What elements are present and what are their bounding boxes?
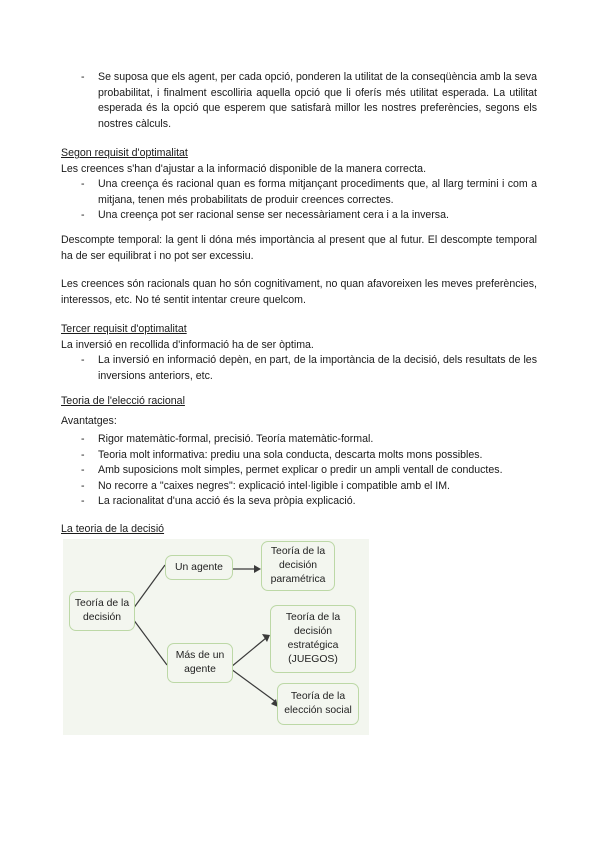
node-line: Teoría de la — [290, 691, 346, 702]
descompte-paragraph — [61, 233, 537, 264]
bullet-list — [61, 177, 537, 224]
node-line: paramétrica — [270, 574, 326, 585]
node-many-agents — [167, 643, 233, 683]
list-item: - No recorre a "caixes negres": explicació intel·ligible i compatible amb el IM. — [61, 479, 537, 495]
connector-root-to-many-agents — [133, 619, 167, 665]
list-item: - La inversió en informació depèn, en part, de la importància de la decisió, dels resultats de les inversions anteriors, etc. — [61, 353, 537, 384]
paragraph: Les creences són racionals quan ho són cognitivament, no quan afavoreixen les meves preferències, interessos, etc. No té sentit intentar creure quelcom. — [61, 278, 537, 306]
node-line: elección social — [284, 705, 352, 716]
list-item: - Se suposa que els agent, per cada opció, ponderen la utilitat de la conseqüència amb la seva probabilitat, i finalment escolliria aquella opció que li oferís més utilitat esperada. La utilitat esperada és la opció que esperem que satisfarà millor les nostres preferències, segons els nostres càlculs. — [61, 70, 537, 132]
node-social-choice — [277, 683, 359, 725]
paragraph: Descompte temporal: la gent li dóna més importància al present que al futur. El descompte temporal ha de ser equilibrat i no pot ser excessiu. — [61, 234, 537, 262]
node-line: Teoría de la — [285, 612, 341, 623]
connector-root-to-one-agent — [133, 565, 165, 609]
node-line: (JUEGOS) — [288, 654, 338, 665]
connector-many-to-strategic — [231, 638, 266, 667]
node-line: Un agente — [175, 561, 223, 573]
node-line: decisión — [82, 612, 122, 623]
advantages-list — [61, 432, 537, 510]
top-bullet-list — [61, 70, 537, 132]
section-heading: La teoria de la decisió — [61, 523, 165, 535]
node-strategic-decision — [270, 605, 356, 673]
node-line: agente — [184, 664, 216, 675]
node-line: Teoría de la — [270, 546, 326, 557]
paragraph: La inversió en recollida d'informació ha de ser òptima. — [61, 338, 314, 351]
advantages-label: Avantatges: — [61, 414, 117, 427]
list-item: - Una creença pot ser racional sense ser necessàriament cera i a la inversa. — [61, 208, 537, 224]
node-line: Teoría de la — [74, 598, 130, 609]
list-item: - Amb suposicions molt simples, permet explicar o predir un ampli ventall de conductes. — [61, 463, 537, 479]
intro-section — [61, 70, 537, 132]
arrowhead-parametric — [254, 565, 261, 573]
node-line: decisión — [293, 626, 333, 637]
list-item: - Rigor matemàtic-formal, precisió. Teoría matemàtic-formal. — [61, 432, 537, 448]
decision-theory-diagram — [63, 539, 369, 735]
list-item: - Una creença és racional quan es forma mitjançant procediments que, al llarg termini i com a mitjana, tenen més probabilitats de produir creences correctes. — [61, 177, 537, 208]
third-requirement-section — [61, 322, 537, 384]
node-one-agent — [165, 555, 233, 580]
connector-many-to-social — [231, 669, 276, 702]
section-heading: Teoria de l'elecció racional — [61, 395, 185, 407]
node-line: estratégica — [287, 640, 339, 651]
section-heading: Segon requisit d'optimalitat — [61, 147, 188, 159]
node-line: Más de un — [175, 650, 225, 661]
section-heading: Tercer requisit d'optimalitat — [61, 323, 187, 335]
second-requirement-section — [61, 146, 537, 224]
decision-theory-heading-block — [61, 522, 537, 538]
bullet-list — [61, 353, 537, 384]
paragraph: Les creences s'han d'ajustar a la informació disponible de la manera correcta. — [61, 162, 427, 175]
list-item: - La racionalitat d'una acció és la seva pròpia explicació. — [61, 494, 537, 510]
rational-choice-section — [61, 394, 537, 510]
creences-paragraph — [61, 277, 537, 308]
node-decision-theory — [69, 591, 135, 631]
list-item: - Teoria molt informativa: prediu una sola conducta, descarta molts mons possibles. — [61, 448, 537, 464]
node-line: decisión — [278, 560, 318, 571]
node-parametric-decision — [261, 541, 335, 591]
